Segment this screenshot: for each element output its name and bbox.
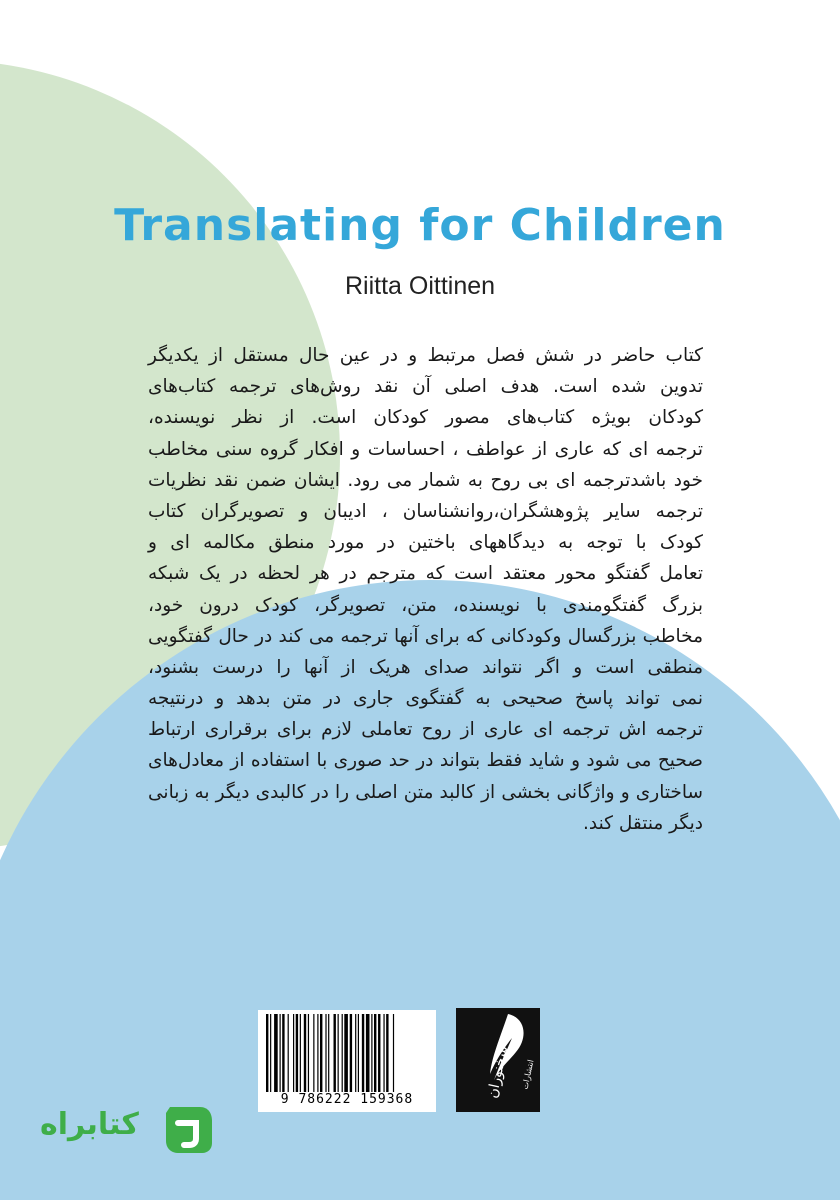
barcode-bar	[342, 1014, 343, 1092]
book-author: Riitta Oittinen	[344, 272, 496, 300]
barcode-bar	[393, 1014, 394, 1092]
barcode-bar	[362, 1014, 364, 1092]
book-description	[148, 340, 703, 839]
isbn-barcode	[258, 1010, 436, 1112]
description-line: کودک با توجه به دیدگاههای باختین در مورد منطق مکالمه ای و	[148, 532, 703, 554]
ketabrah-icon	[160, 1099, 216, 1155]
description-line: کتاب حاضر در شش فصل مرتبط و در عین حال مستقل از یکدیگر	[148, 345, 703, 366]
barcode-bar	[378, 1014, 380, 1092]
barcode-bar	[386, 1014, 388, 1092]
description-line: تدوین شده است. هدف اصلی آن نقد روش‌های ترجمه کتاب‌های	[148, 376, 703, 398]
description-line: ترجمه سایر پژوهشگران،روانشناسان ، ادیبان و تصویرگران کتاب	[148, 500, 703, 522]
description-line: مخاطب بزرگسال وکودکانی که برای آنها ترجمه می کند در حال گفتگویی	[148, 625, 703, 647]
publisher-logo	[456, 1008, 540, 1112]
barcode-bar	[344, 1014, 348, 1092]
barcode-bar	[374, 1014, 376, 1092]
barcode-bar	[366, 1014, 370, 1092]
description-line: ترجمه اش ترجمه ای عاری از روح تعاملی لازم برای برقراری ارتباط	[148, 719, 703, 741]
barcode-bar	[270, 1014, 271, 1092]
description-line: خود باشدترجمه ای بی روح به شمار می رود. ایشان ضمن نقد نظریات	[148, 469, 703, 491]
description-line: ساختاری و واژگانی بخشی از کالبد متن اصلی را در کالبدی دیگر به زبانی	[148, 781, 703, 803]
barcode-bar	[334, 1014, 336, 1092]
description-line: تعامل گفتگو محور معتقد است که مترجم در هر لحظه در یک شبکه	[148, 563, 703, 585]
barcode-bar	[282, 1014, 284, 1092]
isbn-number: 9 786222 159368	[280, 1092, 414, 1107]
barcode-bar	[288, 1014, 289, 1092]
barcode-bars	[266, 1014, 430, 1092]
book-title: Translating for Children	[114, 200, 726, 251]
barcode-bar	[371, 1014, 372, 1092]
store-logo-text: کتابراه	[40, 1107, 139, 1142]
description-line: منطقی است و اگر نتواند صدای هریک از آنها را درست بشنود،	[148, 656, 703, 678]
barcode-bar	[338, 1014, 339, 1092]
barcode-bar	[293, 1014, 294, 1092]
barcode-bar	[304, 1014, 306, 1092]
barcode-bar	[383, 1014, 384, 1092]
barcode-bar	[300, 1014, 301, 1092]
barcode-bar	[320, 1014, 322, 1092]
barcode-bar	[296, 1014, 298, 1092]
barcode-bar	[313, 1014, 314, 1092]
barcode-bar	[274, 1014, 278, 1092]
description-line: ترجمه ای که عاری از عواطف ، احساسات و افکار گروه سنی مخاطب	[148, 438, 703, 460]
barcode-bar	[317, 1014, 318, 1092]
publisher-subtitle: انتشارات	[520, 1058, 536, 1091]
description-line: صحیح می شود و شاید فقط بتواند در حد صوری با استفاده از معادل‌های	[148, 750, 703, 772]
publisher-name: سخنوران	[484, 1044, 512, 1100]
barcode-bar	[355, 1014, 356, 1092]
description-line: دیگر منتقل کند.	[583, 812, 703, 834]
barcode-bar	[266, 1014, 268, 1092]
barcode-bar	[350, 1014, 352, 1092]
description-line: بزرگ گفتگومندی با نویسنده، متن، تصویرگر، کودک درون خود،	[148, 594, 703, 616]
barcode-bar	[328, 1014, 329, 1092]
barcode-bar	[325, 1014, 326, 1092]
barcode-bar	[308, 1014, 309, 1092]
description-line: کودکان بویژه کتاب‌های مصور کودکان است. از نظر نویسنده،	[148, 407, 703, 429]
barcode-bar	[358, 1014, 359, 1092]
barcode-bar	[280, 1014, 281, 1092]
ketabrah-logo	[40, 1097, 220, 1159]
description-line: نمی تواند پاسخ صحیحی به گفتگوی جاری در متن بدهد و درنتیجه	[148, 688, 703, 710]
